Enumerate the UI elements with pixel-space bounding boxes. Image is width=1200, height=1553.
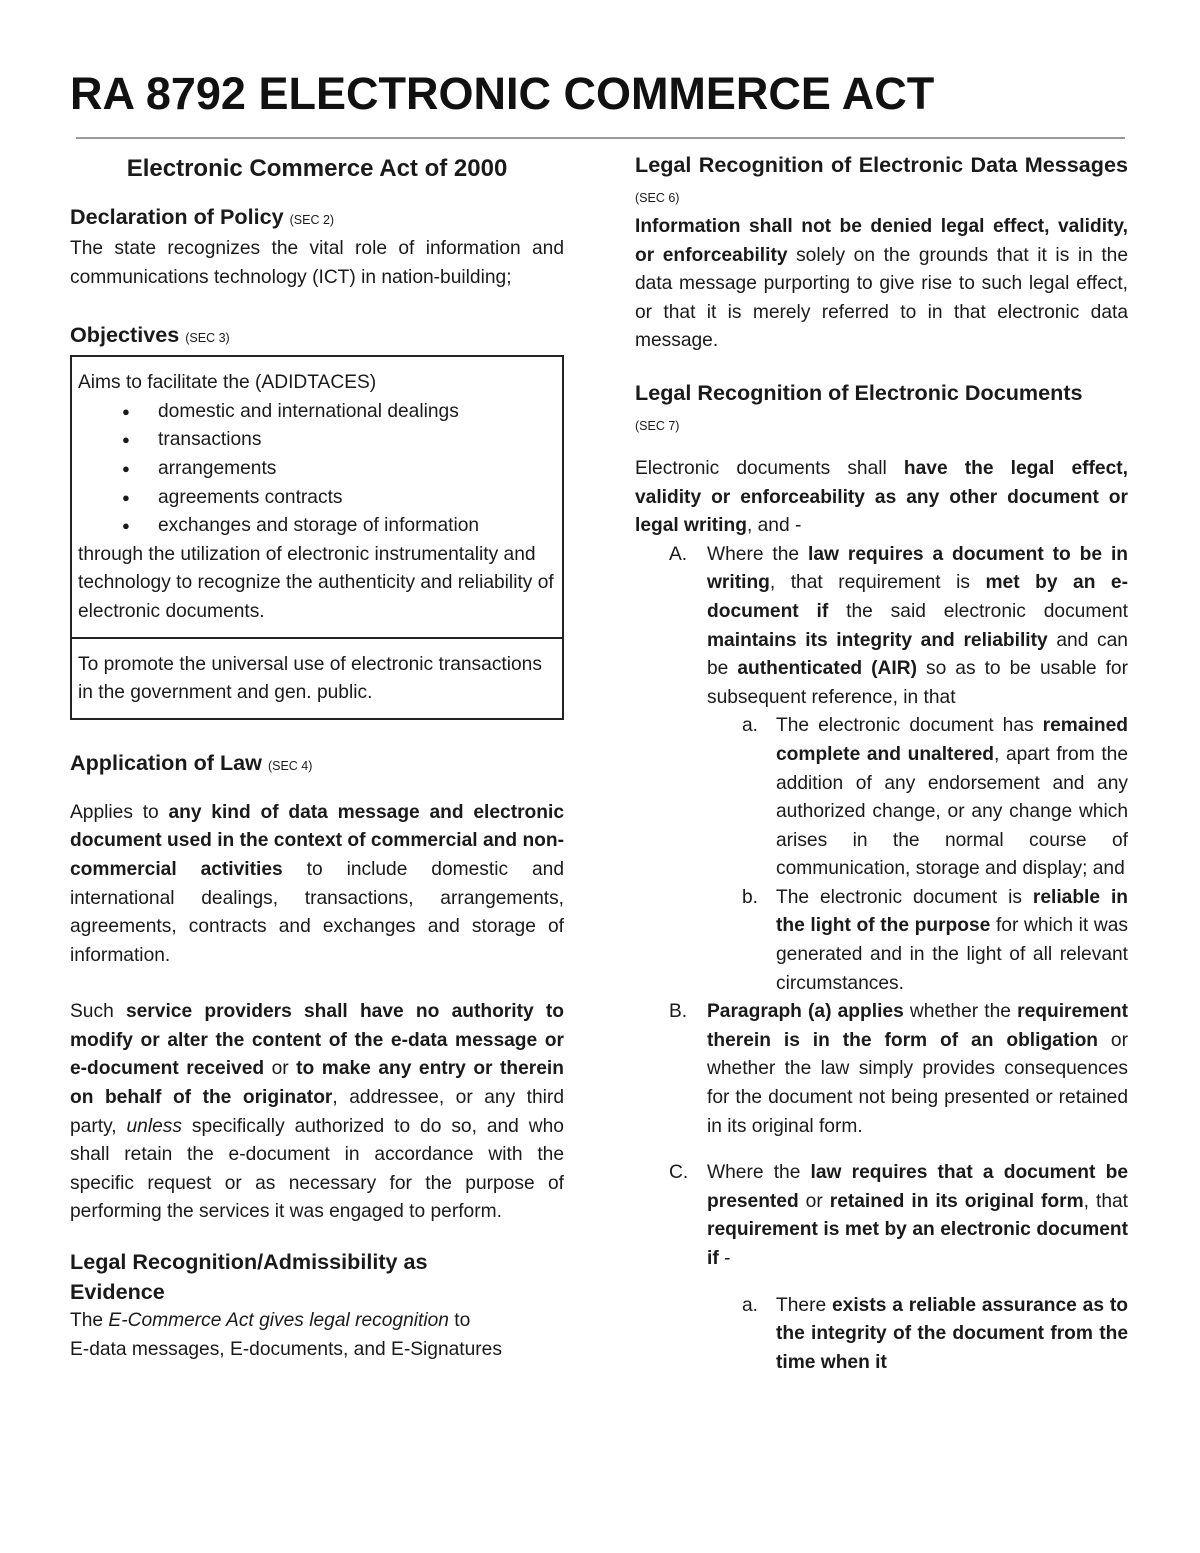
list-item: ● agreements contracts — [78, 484, 554, 513]
objectives-second: To promote the universal use of electronic transactions in the government and gen. public. — [78, 653, 542, 704]
sec7-item-c-sub-a: a. There exists a reliable assurance as to the integrity of the document from the time when it — [635, 1292, 1128, 1378]
sec6-heading: Legal Recognition of Electronic Data Messages (SEC 6) — [635, 152, 1128, 205]
section-ref: (SEC 2) — [289, 213, 335, 227]
admissibility-heading: Legal Recognition/Admissibility as Evidence — [70, 1249, 428, 1305]
list-marker: B. — [669, 1001, 688, 1023]
objectives-bullet-list — [78, 398, 554, 541]
list-marker: a. — [742, 1294, 759, 1316]
sec7-item-a: A. Where the law requires a document to be in writing, that requirement is met by an e-document if the said electronic document maintains its integrity and reliability and can be authenticated (AIR) so as to be usable for subsequent reference, in that — [635, 541, 1128, 713]
list-marker: C. — [669, 1162, 689, 1184]
sec6-body: Information shall not be denied legal effect, validity, or enforceability solely on the grounds that it is in the data message purporting to give rise to such legal effect, or that it is merely referred to in that electronic data message. — [635, 216, 1129, 352]
list-item: ● exchanges and storage of information — [78, 512, 554, 541]
objectives-box — [70, 355, 564, 720]
sec7-item-a-sub-a: a. The electronic document has remained complete and unaltered, apart from the addition of any endorsement and any authorized change, or any change which arises in the normal course of communication, storage and display; and — [635, 712, 1128, 884]
list-item: ● transactions — [78, 426, 554, 455]
section-ref: (SEC 6) — [635, 191, 680, 205]
application-paragraph-1: Applies to any kind of data message and electronic document used in the context of commercial and non-commercial activities to include domestic and international dealings, transactions, arrangements, agreements, contracts and exchanges and storage of information. — [70, 801, 565, 966]
admissibility-body: The E-Commerce Act gives legal recognition to E-data messages, E-documents, and E-Signatures — [70, 1310, 502, 1360]
objectives-intro: Aims to facilitate the (ADIDTACES) — [78, 372, 377, 394]
application-heading: Application of Law (SEC 4) — [70, 749, 313, 775]
application-paragraph-2: Such service providers shall have no authority to modify or alter the content of the e-data message or e-document received or to make any entry or therein on behalf of the originator, addressee, or any third party, unless specifically authorized to do so, and who shall retain the e-document in accordance with the specific request or as necessary for the purpose of performing the services it was engaged to perform. — [70, 1001, 564, 1223]
objectives-outro: through the utilization of electronic instrumentality and technology to recognize the authenticity and reliability of electronic documents. — [78, 543, 554, 622]
objectives-box-cell-2 — [72, 639, 562, 718]
left-column — [70, 150, 564, 1364]
section-ref: (SEC 7) — [635, 418, 680, 433]
objectives-heading: Objectives (SEC 3) — [70, 322, 230, 348]
objectives-box-cell-1 — [72, 357, 562, 638]
list-marker: a. — [742, 715, 759, 737]
sec7-item-a-sub-b: b. The electronic document is reliable in the light of the purpose for which it was generated and in the light of all relevant circumstances. — [635, 884, 1128, 998]
list-item: ● arrangements — [78, 455, 554, 484]
sec7-item-b: B. Paragraph (a) applies whether the requirement therein is in the form of an obligation or whether the law simply provides consequences for the document not being presented or retained in its original form. — [635, 998, 1128, 1141]
list-marker: A. — [669, 543, 688, 565]
title-divider — [76, 137, 1125, 139]
right-column — [635, 150, 1128, 1377]
sec7-item-c: C. Where the law requires that a document be presented or retained in its original form, that requirement is met by an electronic document if - — [635, 1159, 1128, 1273]
declaration-body: The state recognizes the vital role of information and communications technology (ICT) in nation-building; — [70, 238, 564, 288]
list-marker: b. — [742, 886, 759, 908]
sec7-body: Electronic documents shall have the legal effect, validity or enforceability as any other document or legal writing, and - — [635, 457, 1128, 537]
page-title: RA 8792 ELECTRONIC COMMERCE ACT — [70, 68, 935, 119]
document-title: Electronic Commerce Act of 2000 — [126, 155, 508, 182]
section-ref: (SEC 3) — [185, 331, 230, 346]
list-item: ● domestic and international dealings — [78, 398, 554, 427]
section-ref: (SEC 4) — [267, 758, 313, 773]
sec7-heading: Legal Recognition of Electronic Documents (SEC 7) — [635, 379, 1083, 433]
declaration-heading: Declaration of Policy (SEC 2) — [70, 204, 335, 229]
